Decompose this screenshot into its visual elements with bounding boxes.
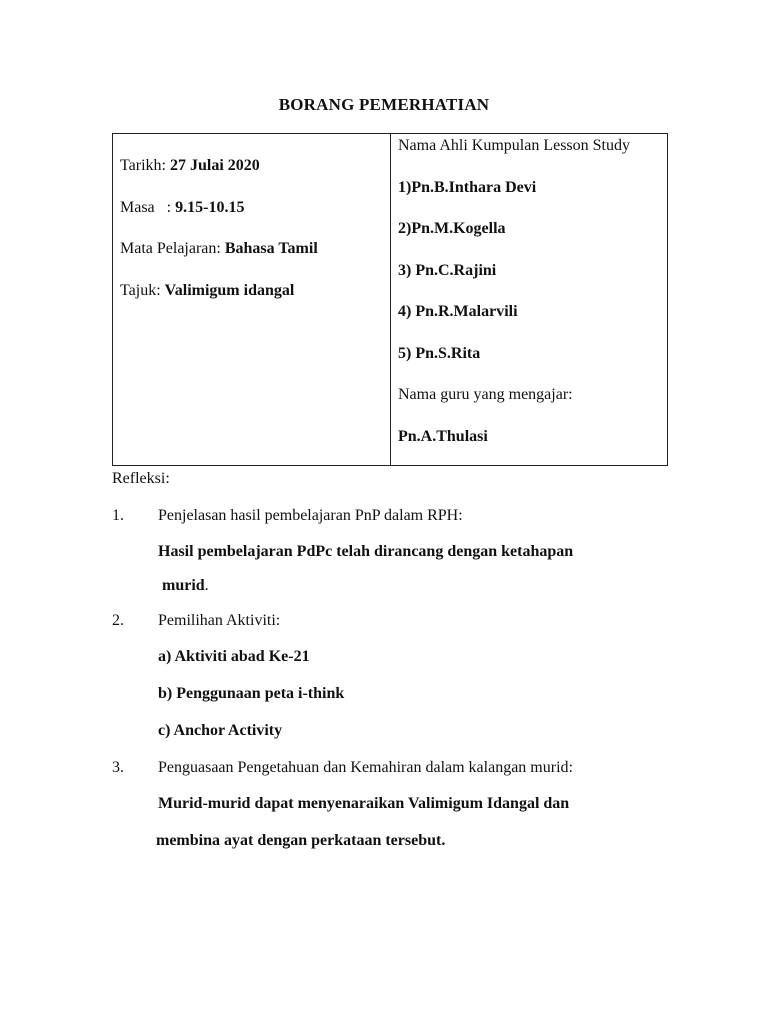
masa-line: [120, 199, 244, 217]
item-1-line-2-period: .: [204, 577, 209, 594]
member-4: 4) Pn.R.Malarvili: [398, 303, 518, 320]
item-1-line-2-text: murid: [162, 577, 205, 594]
member-2: 2)Pn.M.Kogella: [398, 220, 506, 237]
members-heading: Nama Ahli Kumpulan Lesson Study: [398, 137, 630, 154]
mata-pelajaran-value: Bahasa Tamil: [224, 240, 318, 257]
item-2-sub-b: b) Penggunaan peta i-think: [158, 685, 345, 702]
item-1-line-2: [162, 577, 209, 595]
item-3-line-2: membina ayat dengan perkataan tersebut.: [156, 832, 446, 849]
item-2-heading: Pemilihan Aktiviti:: [158, 612, 281, 629]
item-1-line-1: Hasil pembelajaran PdPc telah dirancang dengan ketahapan: [158, 543, 574, 560]
group-members-cell: [391, 134, 667, 465]
item-1-number: 1.: [112, 507, 124, 524]
masa-label: Masa :: [120, 199, 176, 216]
item-3-heading: Penguasaan Pengetahuan dan Kemahiran dalam kalangan murid:: [158, 759, 573, 776]
info-table: [112, 133, 668, 466]
tajuk-label: Tajuk:: [120, 282, 165, 299]
item-1-heading: Penjelasan hasil pembelajaran PnP dalam RPH:: [158, 507, 463, 524]
page-title: BORANG PEMERHATIAN: [278, 95, 490, 114]
masa-value: 9.15-10.15: [175, 199, 245, 216]
member-3: 3) Pn.C.Rajini: [398, 262, 497, 279]
member-5: 5) Pn.S.Rita: [398, 345, 481, 362]
item-3-line-1: Murid-murid dapat menyenaraikan Valimigum Idangal dan: [158, 795, 570, 812]
teacher-name: Pn.A.Thulasi: [398, 428, 488, 445]
item-3-number: 3.: [112, 759, 124, 776]
tarikh-label: Tarikh:: [120, 157, 170, 174]
tarikh-value: 27 Julai 2020: [169, 157, 260, 174]
item-2-sub-a: a) Aktiviti abad Ke-21: [158, 648, 310, 665]
teacher-label: Nama guru yang mengajar:: [398, 386, 573, 403]
lesson-details-cell: [113, 134, 391, 465]
item-2-number: 2.: [112, 612, 124, 629]
mata-pelajaran-label: Mata Pelajaran:: [120, 240, 225, 257]
member-1: 1)Pn.B.Inthara Devi: [398, 179, 537, 196]
refleksi-label: Refleksi:: [112, 470, 170, 487]
mata-pelajaran-line: [120, 240, 318, 258]
tarikh-line: [120, 157, 260, 175]
item-2-sub-c: c) Anchor Activity: [158, 722, 283, 739]
tajuk-value: Valimigum idangal: [164, 282, 295, 299]
tajuk-line: [120, 282, 294, 300]
